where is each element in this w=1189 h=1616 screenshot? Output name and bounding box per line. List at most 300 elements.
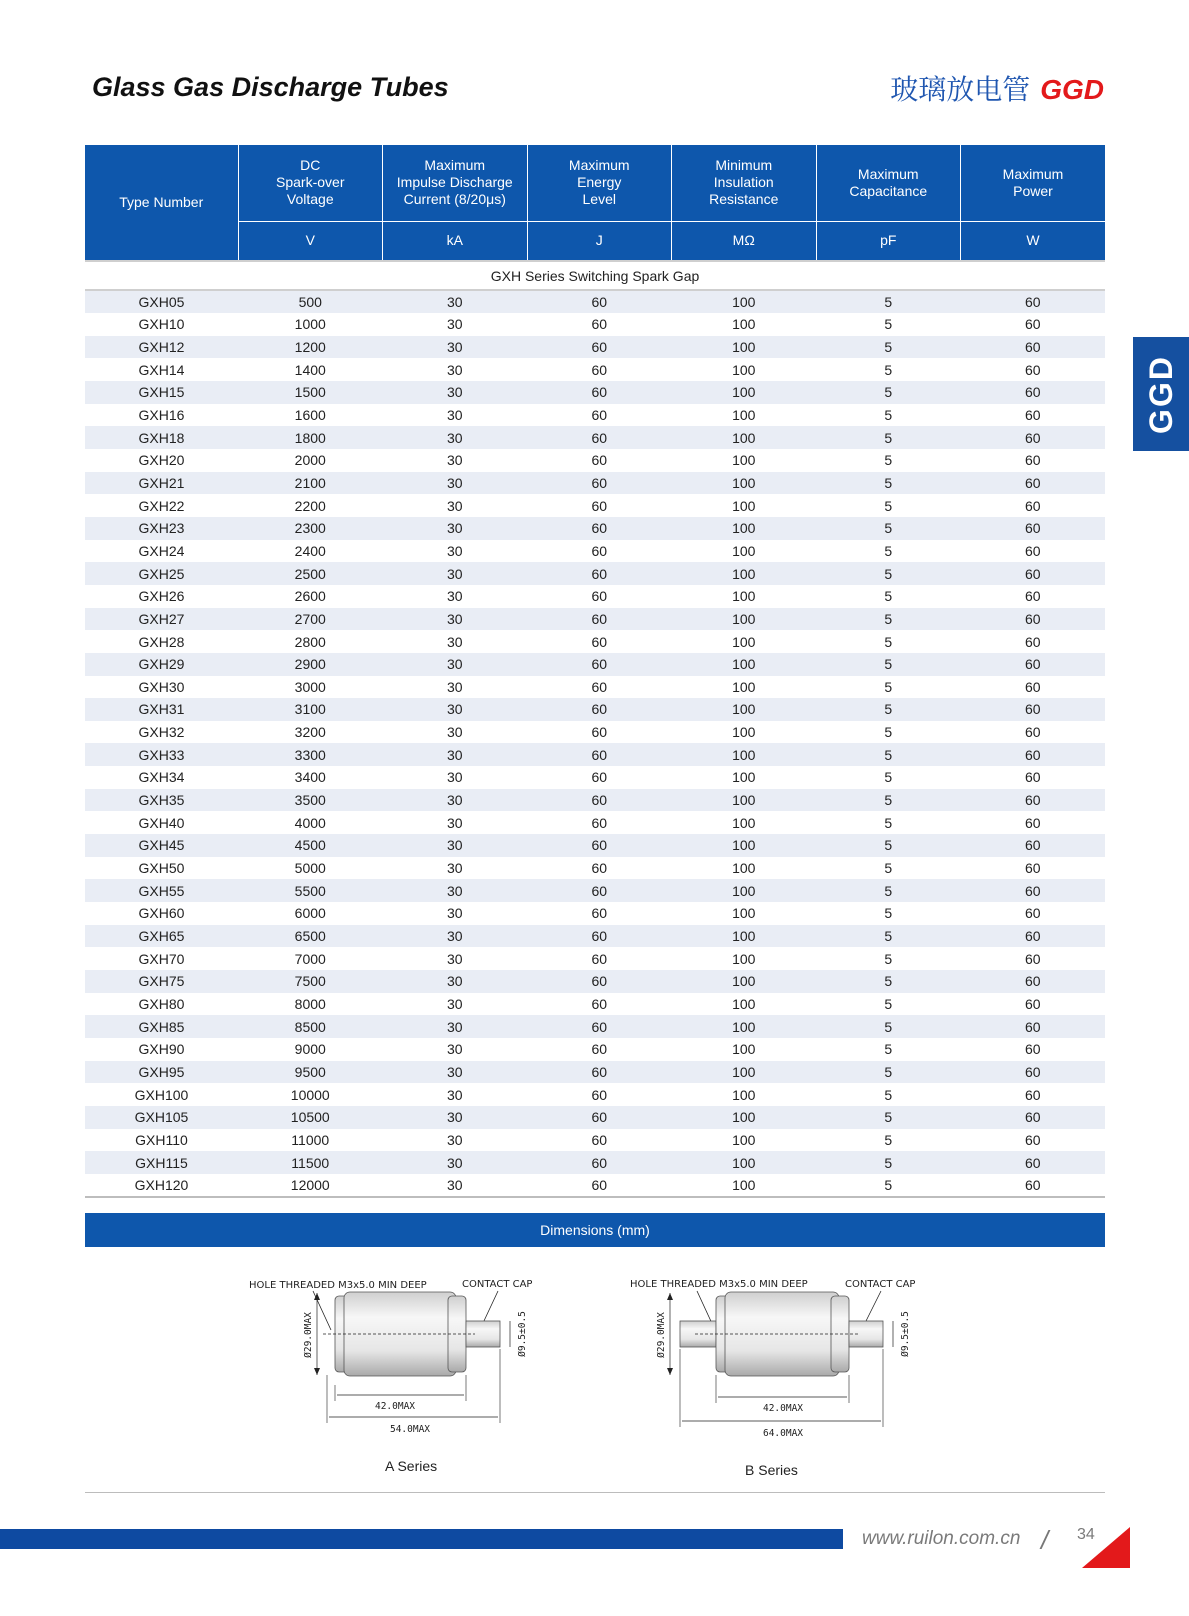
table-row <box>85 449 1105 472</box>
value-cell: 60 <box>961 1174 1106 1197</box>
value-cell: 5 <box>816 970 961 993</box>
value-cell: 60 <box>527 698 672 721</box>
b-total-length-label: 64.0MAX <box>762 1428 804 1439</box>
value-cell: 100 <box>672 472 817 495</box>
series-title-row <box>85 261 1105 290</box>
value-cell: 5 <box>816 1151 961 1174</box>
value-cell: 3500 <box>238 789 383 812</box>
type-number-cell: GXH28 <box>85 630 238 653</box>
value-cell: 4500 <box>238 834 383 857</box>
table-row <box>85 879 1105 902</box>
value-cell: 30 <box>383 404 528 427</box>
value-cell: 100 <box>672 426 817 449</box>
b-series-diagram <box>625 1275 925 1450</box>
value-cell: 60 <box>527 1038 672 1061</box>
value-cell: 100 <box>672 879 817 902</box>
table-row <box>85 585 1105 608</box>
type-number-cell: GXH105 <box>85 1106 238 1129</box>
type-number-cell: GXH21 <box>85 472 238 495</box>
value-cell: 60 <box>961 1106 1106 1129</box>
value-cell: 60 <box>527 902 672 925</box>
value-cell: 7500 <box>238 970 383 993</box>
value-cell: 30 <box>383 993 528 1016</box>
type-number-cell: GXH35 <box>85 789 238 812</box>
value-cell: 2700 <box>238 608 383 631</box>
b-diameter-label: Ø29.0MAX <box>656 1312 667 1358</box>
table-row <box>85 993 1105 1016</box>
value-cell: 60 <box>961 1061 1106 1084</box>
value-cell: 60 <box>527 811 672 834</box>
value-cell: 8000 <box>238 993 383 1016</box>
value-cell: 100 <box>672 653 817 676</box>
table-row <box>85 358 1105 381</box>
value-cell: 60 <box>961 947 1106 970</box>
value-cell: 3200 <box>238 721 383 744</box>
value-cell: 5 <box>816 811 961 834</box>
value-cell: 60 <box>961 653 1106 676</box>
value-cell: 4000 <box>238 811 383 834</box>
value-cell: 60 <box>961 494 1106 517</box>
table-row <box>85 970 1105 993</box>
value-cell: 30 <box>383 494 528 517</box>
table-row <box>85 925 1105 948</box>
value-cell: 100 <box>672 947 817 970</box>
b-series-drawing <box>625 1275 925 1450</box>
value-cell: 60 <box>527 472 672 495</box>
brand-code: GGD <box>1040 74 1104 105</box>
value-cell: 30 <box>383 608 528 631</box>
value-cell: 30 <box>383 879 528 902</box>
type-number-cell: GXH85 <box>85 1015 238 1038</box>
table-row <box>85 857 1105 880</box>
value-cell: 100 <box>672 811 817 834</box>
value-cell: 30 <box>383 1129 528 1152</box>
value-cell: 30 <box>383 313 528 336</box>
value-cell: 30 <box>383 472 528 495</box>
value-cell: 30 <box>383 743 528 766</box>
value-cell: 5500 <box>238 879 383 902</box>
value-cell: 30 <box>383 1061 528 1084</box>
type-number-cell: GXH33 <box>85 743 238 766</box>
value-cell: 30 <box>383 1015 528 1038</box>
value-cell: 100 <box>672 1151 817 1174</box>
value-cell: 30 <box>383 766 528 789</box>
table-row <box>85 381 1105 404</box>
value-cell: 1800 <box>238 426 383 449</box>
type-number-cell: GXH16 <box>85 404 238 427</box>
table-row <box>85 1061 1105 1084</box>
value-cell: 100 <box>672 698 817 721</box>
value-cell: 60 <box>961 313 1106 336</box>
value-cell: 60 <box>961 472 1106 495</box>
value-cell: 100 <box>672 676 817 699</box>
value-cell: 100 <box>672 1129 817 1152</box>
value-cell: 100 <box>672 1174 817 1197</box>
table-row <box>85 426 1105 449</box>
type-number-cell: GXH40 <box>85 811 238 834</box>
value-cell: 30 <box>383 698 528 721</box>
value-cell: 60 <box>961 426 1106 449</box>
value-cell: 60 <box>527 743 672 766</box>
value-cell: 100 <box>672 1015 817 1038</box>
value-cell: 100 <box>672 449 817 472</box>
table-header <box>85 145 1105 261</box>
value-cell: 500 <box>238 290 383 313</box>
value-cell: 30 <box>383 653 528 676</box>
value-cell: 5000 <box>238 857 383 880</box>
value-cell: 10500 <box>238 1106 383 1129</box>
value-cell: 5 <box>816 947 961 970</box>
brand-heading <box>890 68 1104 108</box>
value-cell: 100 <box>672 313 817 336</box>
table-row <box>85 834 1105 857</box>
value-cell: 60 <box>527 290 672 313</box>
table-row <box>85 1038 1105 1061</box>
value-cell: 60 <box>527 449 672 472</box>
value-cell: 100 <box>672 540 817 563</box>
value-cell: 60 <box>961 902 1106 925</box>
value-cell: 30 <box>383 630 528 653</box>
b-cap-label: CONTACT CAP <box>845 1279 916 1290</box>
type-number-cell: GXH27 <box>85 608 238 631</box>
value-cell: 60 <box>527 404 672 427</box>
value-cell: 5 <box>816 404 961 427</box>
value-cell: 100 <box>672 902 817 925</box>
value-cell: 100 <box>672 925 817 948</box>
value-cell: 60 <box>527 834 672 857</box>
value-cell: 30 <box>383 426 528 449</box>
value-cell: 1200 <box>238 336 383 359</box>
value-cell: 60 <box>961 517 1106 540</box>
value-cell: 60 <box>961 1015 1106 1038</box>
value-cell: 6000 <box>238 902 383 925</box>
value-cell: 60 <box>527 1106 672 1129</box>
value-cell: 100 <box>672 970 817 993</box>
value-cell: 9500 <box>238 1061 383 1084</box>
type-number-cell: GXH60 <box>85 902 238 925</box>
value-cell: 10000 <box>238 1083 383 1106</box>
value-cell: 60 <box>527 857 672 880</box>
value-cell: 30 <box>383 925 528 948</box>
table-row <box>85 902 1105 925</box>
value-cell: 100 <box>672 1083 817 1106</box>
value-cell: 100 <box>672 789 817 812</box>
type-number-cell: GXH50 <box>85 857 238 880</box>
value-cell: 60 <box>961 1151 1106 1174</box>
table-row <box>85 947 1105 970</box>
bottom-divider <box>85 1492 1105 1493</box>
column-header-energy-level: Maximum Energy Level <box>527 145 672 221</box>
b-series-caption: B Series <box>745 1462 798 1478</box>
value-cell: 60 <box>961 404 1106 427</box>
column-header-power: Maximum Power <box>961 145 1106 221</box>
type-number-cell: GXH15 <box>85 381 238 404</box>
table-row <box>85 721 1105 744</box>
value-cell: 100 <box>672 358 817 381</box>
value-cell: 60 <box>961 743 1106 766</box>
value-cell: 60 <box>527 676 672 699</box>
type-number-cell: GXH18 <box>85 426 238 449</box>
value-cell: 2100 <box>238 472 383 495</box>
value-cell: 30 <box>383 1106 528 1129</box>
value-cell: 2800 <box>238 630 383 653</box>
value-cell: 5 <box>816 857 961 880</box>
value-cell: 5 <box>816 879 961 902</box>
value-cell: 5 <box>816 1061 961 1084</box>
value-cell: 30 <box>383 517 528 540</box>
value-cell: 60 <box>527 1129 672 1152</box>
value-cell: 100 <box>672 517 817 540</box>
value-cell: 30 <box>383 721 528 744</box>
value-cell: 5 <box>816 585 961 608</box>
b-right-pin <box>849 1321 883 1347</box>
value-cell: 30 <box>383 947 528 970</box>
table-row <box>85 517 1105 540</box>
value-cell: 60 <box>527 494 672 517</box>
value-cell: 30 <box>383 381 528 404</box>
value-cell: 60 <box>527 336 672 359</box>
value-cell: 11500 <box>238 1151 383 1174</box>
page-title: Glass Gas Discharge Tubes <box>92 72 449 102</box>
value-cell: 9000 <box>238 1038 383 1061</box>
value-cell: 3100 <box>238 698 383 721</box>
value-cell: 5 <box>816 358 961 381</box>
value-cell: 5 <box>816 789 961 812</box>
value-cell: 100 <box>672 721 817 744</box>
table-row <box>85 653 1105 676</box>
side-section-tab <box>1133 337 1189 451</box>
value-cell: 6500 <box>238 925 383 948</box>
footer-website-link[interactable]: www.ruilon.com.cn <box>862 1528 1021 1549</box>
type-number-cell: GXH20 <box>85 449 238 472</box>
value-cell: 2500 <box>238 562 383 585</box>
value-cell: 7000 <box>238 947 383 970</box>
value-cell: 60 <box>961 585 1106 608</box>
b-body-length-label: 42.0MAX <box>762 1403 804 1414</box>
value-cell: 60 <box>961 1038 1106 1061</box>
type-number-cell: GXH30 <box>85 676 238 699</box>
value-cell: 5 <box>816 336 961 359</box>
unit-header-voltage: V <box>238 221 383 261</box>
value-cell: 3400 <box>238 766 383 789</box>
value-cell: 30 <box>383 290 528 313</box>
table-row <box>85 540 1105 563</box>
value-cell: 60 <box>961 993 1106 1016</box>
value-cell: 5 <box>816 721 961 744</box>
value-cell: 30 <box>383 585 528 608</box>
value-cell: 60 <box>527 1151 672 1174</box>
value-cell: 30 <box>383 834 528 857</box>
value-cell: 100 <box>672 404 817 427</box>
corner-triangle-icon <box>1082 1527 1130 1568</box>
table-row <box>85 313 1105 336</box>
value-cell: 60 <box>961 857 1106 880</box>
type-number-cell: GXH10 <box>85 313 238 336</box>
value-cell: 60 <box>961 336 1106 359</box>
value-cell: 5 <box>816 653 961 676</box>
unit-header-power: W <box>961 221 1106 261</box>
type-number-cell: GXH14 <box>85 358 238 381</box>
value-cell: 60 <box>527 925 672 948</box>
footer-blue-bar <box>0 1529 843 1549</box>
value-cell: 60 <box>961 540 1106 563</box>
column-header-type-number: Type Number <box>85 145 238 261</box>
table-row <box>85 789 1105 812</box>
b-hole-label: HOLE THREADED M3x5.0 MIN DEEP <box>630 1279 808 1290</box>
value-cell: 5 <box>816 834 961 857</box>
a-arrow-down <box>314 1368 320 1375</box>
value-cell: 60 <box>961 698 1106 721</box>
value-cell: 60 <box>961 381 1106 404</box>
value-cell: 60 <box>961 608 1106 631</box>
value-cell: 60 <box>961 721 1106 744</box>
type-number-cell: GXH34 <box>85 766 238 789</box>
a-total-length-label: 54.0MAX <box>389 1424 431 1435</box>
table-row <box>85 811 1105 834</box>
value-cell: 60 <box>527 1015 672 1038</box>
table-row <box>85 766 1105 789</box>
type-number-cell: GXH22 <box>85 494 238 517</box>
value-cell: 60 <box>527 540 672 563</box>
value-cell: 60 <box>961 358 1106 381</box>
value-cell: 5 <box>816 494 961 517</box>
value-cell: 60 <box>961 290 1106 313</box>
value-cell: 60 <box>527 358 672 381</box>
type-number-cell: GXH45 <box>85 834 238 857</box>
value-cell: 100 <box>672 290 817 313</box>
dimensions-heading: Dimensions (mm) <box>85 1213 1105 1247</box>
value-cell: 60 <box>527 585 672 608</box>
column-header-insulation-resistance: Minimum Insulation Resistance <box>672 145 817 221</box>
value-cell: 2400 <box>238 540 383 563</box>
value-cell: 100 <box>672 993 817 1016</box>
column-header-capacitance: Maximum Capacitance <box>816 145 961 221</box>
unit-header-resistance: MΩ <box>672 221 817 261</box>
value-cell: 100 <box>672 336 817 359</box>
value-cell: 100 <box>672 743 817 766</box>
table-row <box>85 1174 1105 1197</box>
value-cell: 60 <box>527 1083 672 1106</box>
table-row <box>85 1106 1105 1129</box>
value-cell: 60 <box>527 426 672 449</box>
value-cell: 2200 <box>238 494 383 517</box>
type-number-cell: GXH05 <box>85 290 238 313</box>
value-cell: 60 <box>527 766 672 789</box>
a-series-diagram <box>245 1275 545 1445</box>
spec-table <box>85 145 1105 1198</box>
footer-separator: / <box>1041 1525 1049 1555</box>
value-cell: 30 <box>383 336 528 359</box>
table-row <box>85 630 1105 653</box>
type-number-cell: GXH115 <box>85 1151 238 1174</box>
value-cell: 1000 <box>238 313 383 336</box>
value-cell: 5 <box>816 766 961 789</box>
value-cell: 100 <box>672 857 817 880</box>
table-row <box>85 1151 1105 1174</box>
b-pin-label: Ø9.5±0.5 <box>900 1311 911 1357</box>
value-cell: 60 <box>961 766 1106 789</box>
column-header-spark-over-voltage: DC Spark-over Voltage <box>238 145 383 221</box>
value-cell: 100 <box>672 1106 817 1129</box>
value-cell: 30 <box>383 902 528 925</box>
type-number-cell: GXH75 <box>85 970 238 993</box>
b-arrow-down <box>667 1368 673 1375</box>
value-cell: 60 <box>527 630 672 653</box>
type-number-cell: GXH110 <box>85 1129 238 1152</box>
value-cell: 5 <box>816 925 961 948</box>
column-header-impulse-current: Maximum Impulse Discharge Current (8/20μs) <box>383 145 528 221</box>
table-row <box>85 1129 1105 1152</box>
a-diameter-label: Ø29.0MAX <box>303 1312 314 1358</box>
value-cell: 5 <box>816 676 961 699</box>
a-series-drawing <box>245 1275 545 1445</box>
table-row <box>85 1015 1105 1038</box>
side-tab-label: GGD <box>1142 354 1179 434</box>
value-cell: 100 <box>672 630 817 653</box>
value-cell: 60 <box>961 1083 1106 1106</box>
value-cell: 100 <box>672 1061 817 1084</box>
value-cell: 30 <box>383 449 528 472</box>
value-cell: 5 <box>816 1174 961 1197</box>
a-series-caption: A Series <box>385 1458 438 1474</box>
value-cell: 5 <box>816 1129 961 1152</box>
a-body-length-label: 42.0MAX <box>374 1401 416 1412</box>
a-cap-label: CONTACT CAP <box>462 1279 533 1290</box>
table-row <box>85 676 1105 699</box>
value-cell: 5 <box>816 608 961 631</box>
value-cell: 30 <box>383 857 528 880</box>
value-cell: 100 <box>672 494 817 517</box>
value-cell: 30 <box>383 562 528 585</box>
value-cell: 60 <box>961 970 1106 993</box>
value-cell: 60 <box>527 1174 672 1197</box>
value-cell: 5 <box>816 698 961 721</box>
type-number-cell: GXH65 <box>85 925 238 948</box>
value-cell: 30 <box>383 540 528 563</box>
value-cell: 60 <box>527 562 672 585</box>
value-cell: 60 <box>527 608 672 631</box>
type-number-cell: GXH26 <box>85 585 238 608</box>
value-cell: 5 <box>816 562 961 585</box>
value-cell: 2000 <box>238 449 383 472</box>
value-cell: 2300 <box>238 517 383 540</box>
value-cell: 5 <box>816 1038 961 1061</box>
unit-header-energy: J <box>527 221 672 261</box>
value-cell: 100 <box>672 1038 817 1061</box>
b-arrow-up <box>667 1293 673 1300</box>
table-row <box>85 562 1105 585</box>
value-cell: 60 <box>527 1061 672 1084</box>
series-title: GXH Series Switching Spark Gap <box>85 261 1105 290</box>
table-row <box>85 743 1105 766</box>
value-cell: 12000 <box>238 1174 383 1197</box>
value-cell: 60 <box>527 721 672 744</box>
value-cell: 100 <box>672 834 817 857</box>
value-cell: 30 <box>383 1083 528 1106</box>
value-cell: 100 <box>672 585 817 608</box>
value-cell: 60 <box>961 449 1106 472</box>
value-cell: 60 <box>527 993 672 1016</box>
value-cell: 5 <box>816 1106 961 1129</box>
value-cell: 60 <box>527 517 672 540</box>
value-cell: 1600 <box>238 404 383 427</box>
value-cell: 100 <box>672 562 817 585</box>
value-cell: 60 <box>961 1129 1106 1152</box>
value-cell: 5 <box>816 540 961 563</box>
value-cell: 100 <box>672 766 817 789</box>
value-cell: 5 <box>816 313 961 336</box>
type-number-cell: GXH90 <box>85 1038 238 1061</box>
